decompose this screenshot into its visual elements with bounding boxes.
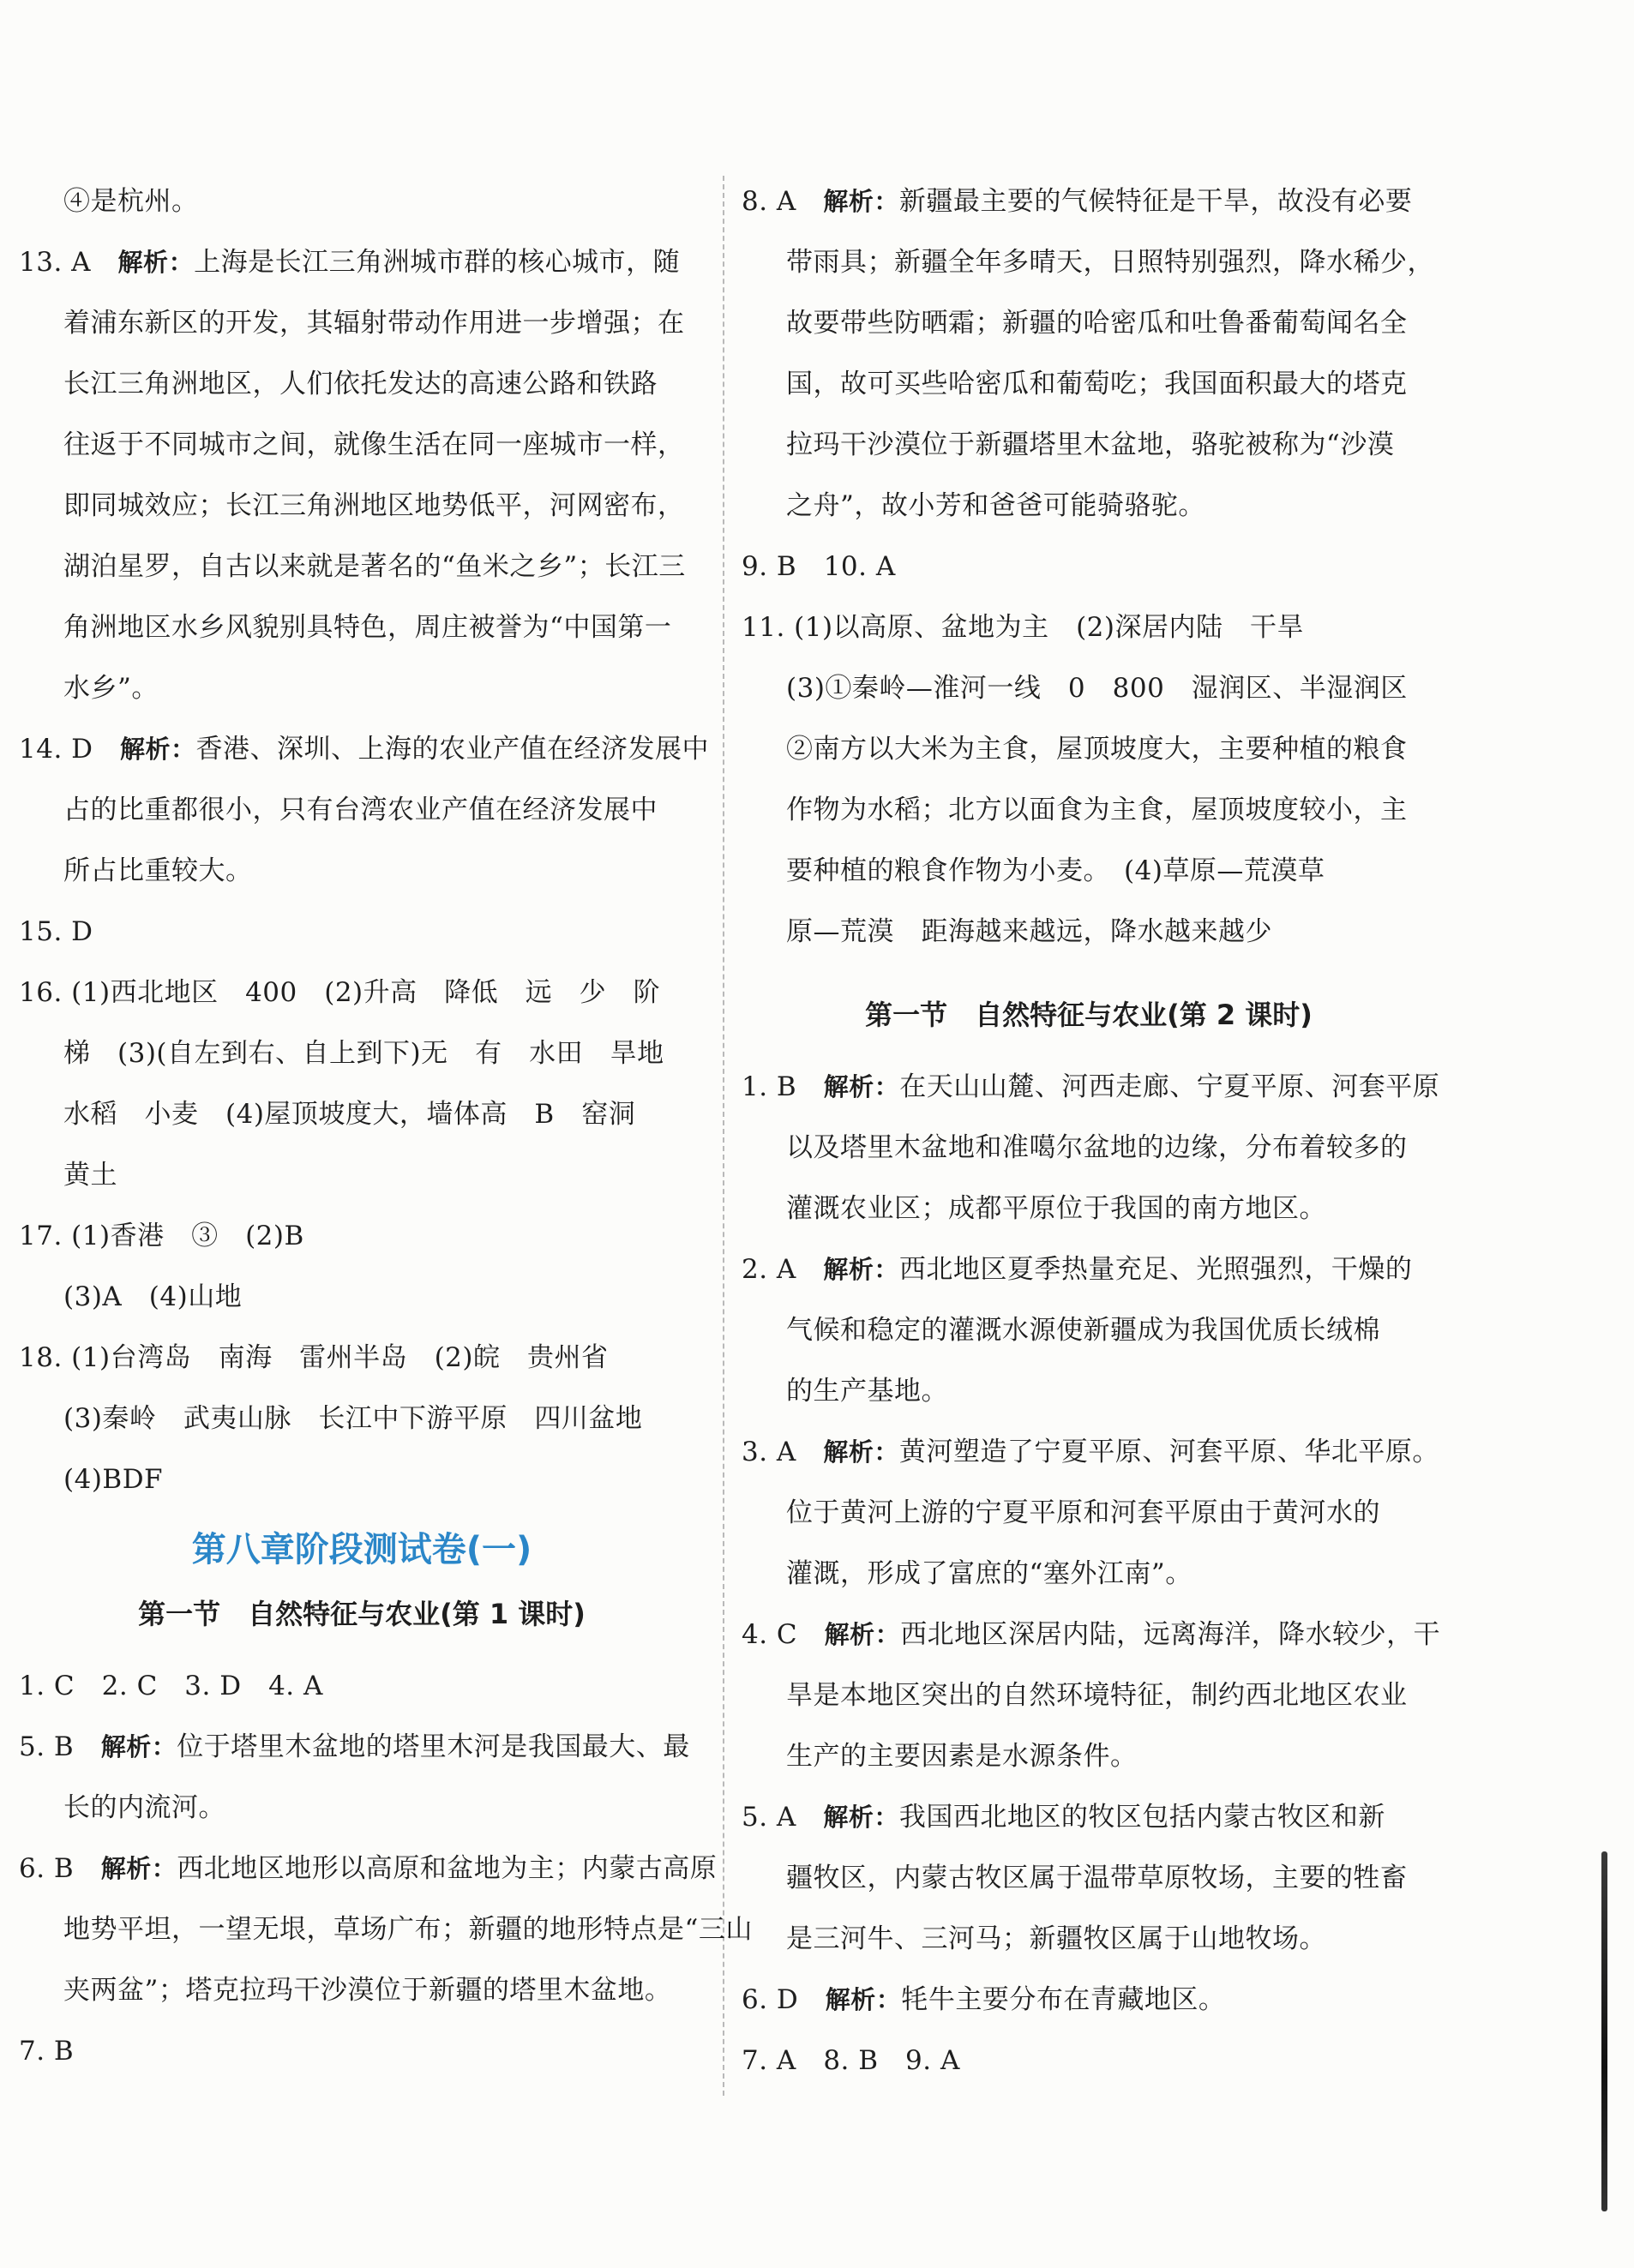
answer-text: 占的比重都很小，只有台湾农业产值在经济发展中: [63, 795, 658, 825]
answer-line: [742, 415, 1436, 476]
analysis-colon: ：: [168, 248, 195, 277]
answer-text: 往返于不同城市之间，就像生活在同一座城市一样，: [63, 429, 685, 460]
answer-text: 气候和稳定的灌溉水源使新疆成为我国优质长绒棉: [786, 1315, 1380, 1346]
analysis-colon: ：: [874, 1620, 901, 1649]
analysis-colon: ：: [874, 1803, 899, 1832]
answer-text: 要种植的粮食作物为小麦。 (4)草原—荒漠草: [786, 855, 1325, 886]
answer-text: 的生产基地。: [786, 1376, 948, 1407]
answer-line: [742, 1300, 1436, 1361]
answer-text: 是三河牛、三河马；新疆牧区属于山地牧场。: [786, 1923, 1326, 1954]
answer-text: (3)A (4)山地: [63, 1281, 243, 1312]
answer-text: 拉玛干沙漠位于新疆塔里木盆地，骆驼被称为“沙漠: [786, 429, 1395, 460]
scan-edge-mark: [1601, 1851, 1607, 2211]
answer-text: 所占比重较大。: [63, 855, 253, 886]
analysis-label: 解析: [824, 1620, 875, 1649]
answer-line: [19, 902, 705, 963]
analysis-label: 解析: [120, 735, 171, 764]
answer-text: 灌溉农业区；成都平原位于我国的南方地区。: [786, 1193, 1326, 1224]
answer-line: [19, 1656, 705, 1717]
answer-line: [19, 963, 705, 1023]
analysis-colon: ：: [875, 1985, 902, 2014]
answer-line: [742, 537, 1436, 597]
answer-line: [19, 780, 705, 841]
answer-text: 以及塔里木盆地和准噶尔盆地的边缘，分布着较多的: [786, 1132, 1408, 1163]
answer-text: 位于黄河上游的宁夏平原和河套平原由于黄河水的: [786, 1497, 1380, 1528]
answer-text: 牦牛主要分布在青藏地区。: [901, 1984, 1226, 2015]
answer-line: [19, 1389, 705, 1449]
answer-text: 在天山山麓、河西走廊、宁夏平原、河套平原: [899, 1071, 1440, 1102]
left-answers-block-2: [19, 1656, 753, 2082]
analysis-colon: ：: [874, 187, 899, 216]
answer-line: [19, 1449, 705, 1510]
answer-line: [19, 1145, 705, 1206]
analysis-colon: ：: [151, 1854, 177, 1883]
answer-text: 生产的主要因素是水源条件。: [786, 1741, 1138, 1772]
answer-text: 香港、深圳、上海的农业产值在经济发展中: [195, 734, 710, 765]
answer-text: 即同城效应；长江三角洲地区地势低平，河网密布，: [63, 490, 685, 521]
answer-text: 黄土: [63, 1160, 117, 1191]
analysis-colon: ：: [171, 735, 196, 764]
answer-text: 11. (1)以高原、盆地为主 (2)深居内陆 干旱: [742, 612, 1304, 643]
answer-text: 长江三角洲地区，人们依托发达的高速公路和铁路: [63, 369, 658, 399]
analysis-label: 解析: [823, 187, 874, 216]
answer-line: [742, 476, 1436, 537]
answer-line: [742, 1057, 1440, 1118]
chapter-heading: 第八章阶段测试卷(一): [191, 1530, 532, 1569]
left-column: [19, 171, 753, 2082]
analysis-label: 解析: [825, 1985, 876, 2014]
answer-text: 新疆最主要的气候特征是干旱，故没有必要: [898, 186, 1413, 217]
answer-number: 14. D: [19, 734, 93, 765]
answer-line: [742, 2031, 1436, 2091]
answer-text: 旱是本地区突出的自然环境特征，制约西北地区农业: [786, 1680, 1408, 1711]
answer-line: [19, 171, 705, 232]
answer-text: 故要带些防晒霜；新疆的哈密瓜和吐鲁番葡萄闻名全: [786, 308, 1408, 339]
answer-text: 水乡”。: [63, 673, 159, 704]
analysis-label: 解析: [823, 1072, 874, 1101]
answer-line: [742, 597, 1436, 658]
analysis-label: 解析: [823, 1437, 874, 1467]
answer-text: 西北地区深居内陆，远离海洋，降水较少，干: [900, 1619, 1441, 1650]
answer-line: [19, 1267, 705, 1328]
answer-text: 西北地区夏季热量充足、光照强烈，干燥的: [898, 1254, 1413, 1285]
answer-line: [19, 476, 705, 537]
answer-line: [742, 1179, 1436, 1239]
answer-line: [742, 780, 1436, 841]
answer-line: [742, 1239, 1436, 1300]
answer-text: 位于塔里木盆地的塔里木河是我国最大、最: [177, 1731, 690, 1762]
answer-text: 9. B 10. A: [742, 551, 896, 582]
answer-line: [742, 1909, 1436, 1970]
right-answers-block-2: [742, 1057, 1441, 2091]
answer-line: [742, 1544, 1436, 1605]
answer-text: 16. (1)西北地区 400 (2)升高 降低 远 少 阶: [19, 977, 661, 1008]
answer-line: [19, 354, 705, 415]
answer-text: 1. C 2. C 3. D 4. A: [19, 1671, 323, 1701]
answer-text: 我国西北地区的牧区包括内蒙古牧区和新: [898, 1802, 1385, 1833]
answer-line: [19, 1328, 705, 1389]
answer-line: [19, 1023, 705, 1084]
answer-text: 国，故可买些哈密瓜和葡萄吃；我国面积最大的塔克: [786, 369, 1408, 399]
answer-number: 6. D: [742, 1984, 799, 2015]
answer-line: [19, 293, 705, 354]
answer-number: 1. B: [742, 1071, 797, 1102]
answer-text: 黄河塑造了宁夏平原、河套平原、华北平原。: [898, 1437, 1439, 1467]
answer-line: [19, 415, 705, 476]
answer-text: 18. (1)台湾岛 南海 雷州半岛 (2)皖 贵州省: [19, 1342, 609, 1373]
answer-text: 上海是长江三角洲城市群的核心城市，随: [194, 247, 681, 278]
right-column: [742, 171, 1441, 2091]
answer-line: [19, 1717, 705, 1778]
answer-text: ④是杭州。: [63, 186, 199, 217]
answer-text: 西北地区地形以高原和盆地为主；内蒙古高原: [177, 1853, 718, 1884]
answer-line: [19, 232, 705, 293]
answer-text: 角洲地区水乡风貌别具特色，周庄被誉为“中国第一: [63, 612, 672, 643]
answer-line: [742, 719, 1436, 780]
answer-line: [742, 1422, 1439, 1483]
answer-text: 7. B: [19, 2036, 75, 2067]
answer-line: [742, 1726, 1436, 1787]
answer-line: [19, 1084, 705, 1145]
answer-line: [742, 1118, 1436, 1179]
answer-text: 7. A 8. B 9. A: [742, 2045, 960, 2076]
answer-line: [19, 2021, 705, 2082]
answer-text: 地势平坦，一望无垠，草场广布；新疆的地形特点是“三山: [63, 1914, 753, 1945]
answer-text: 着浦东新区的开发，其辐射带动作用进一步增强；在: [63, 308, 685, 339]
answer-text: (3)秦岭 武夷山脉 长江中下游平原 四川盆地: [63, 1403, 643, 1434]
answer-text: 17. (1)香港 ③ (2)B: [19, 1221, 304, 1251]
analysis-colon: ：: [874, 1437, 899, 1467]
answer-line: [742, 293, 1436, 354]
answer-text: 长的内流河。: [63, 1792, 225, 1823]
analysis-label: 解析: [100, 1732, 152, 1761]
analysis-label: 解析: [100, 1854, 152, 1883]
answer-text: 15. D: [19, 916, 93, 947]
answer-line: [742, 841, 1436, 902]
answer-number: 4. C: [742, 1619, 798, 1650]
answer-line: [742, 1848, 1436, 1909]
answer-number: 5. A: [742, 1802, 796, 1833]
answer-text: 疆牧区，内蒙古牧区属于温带草原牧场，主要的牲畜: [786, 1863, 1408, 1893]
answer-line: [19, 841, 705, 902]
answer-text: 带雨具；新疆全年多晴天，日照特别强烈，降水稀少，: [786, 247, 1434, 278]
answer-line: [19, 658, 705, 719]
answer-line: [742, 658, 1436, 719]
column-divider: [723, 176, 724, 2096]
answer-number: 8. A: [742, 186, 796, 217]
answer-text: 湖泊星罗，自古以来就是著名的“鱼米之乡”；长江三: [63, 551, 686, 582]
answer-line: [742, 171, 1436, 232]
analysis-colon: ：: [874, 1072, 900, 1101]
answer-line: [742, 1970, 1436, 2031]
answer-number: 3. A: [742, 1437, 796, 1467]
analysis-label: 解析: [823, 1255, 874, 1284]
answer-line: [19, 1206, 705, 1267]
answer-number: 13. A: [19, 247, 92, 278]
answer-text: 之舟”，故小芳和爸爸可能骑骆驼。: [786, 490, 1205, 521]
analysis-colon: ：: [151, 1732, 177, 1761]
left-answers-block-1: [19, 171, 710, 1510]
answer-line: [19, 719, 710, 780]
answer-line: [19, 1960, 705, 2021]
answer-line: [742, 1483, 1436, 1544]
answer-line: [19, 597, 705, 658]
answer-text: (3)①秦岭—淮河一线 0 800 湿润区、半湿润区: [786, 673, 1408, 704]
answer-line: [742, 902, 1436, 963]
answer-text: 灌溉，形成了富庶的“塞外江南”。: [786, 1558, 1192, 1589]
answer-text: 作物为水稻；北方以面食为主食，屋顶坡度较小，主: [786, 795, 1408, 825]
answer-line: [19, 1839, 718, 1899]
answer-text: 梯 (3)(自左到右、自上到下)无 有 水田 旱地: [63, 1038, 664, 1069]
answer-number: 2. A: [742, 1254, 796, 1285]
answer-line: [19, 1778, 705, 1839]
section-heading-lesson-1: 第一节 自然特征与农业(第 1 课时): [138, 1598, 586, 1630]
answer-line: [742, 354, 1436, 415]
answer-text: 原—荒漠 距海越来越远，降水越来越少: [786, 916, 1272, 947]
answer-number: 5. B: [19, 1731, 75, 1762]
answer-text: ②南方以大米为主食，屋顶坡度大，主要种植的粮食: [786, 734, 1408, 765]
answer-line: [19, 537, 705, 597]
answer-line: [742, 1787, 1436, 1848]
answer-line: [742, 1665, 1436, 1726]
analysis-label: 解析: [823, 1803, 874, 1832]
answer-line: [742, 1605, 1441, 1665]
answer-text: (4)BDF: [63, 1464, 164, 1495]
right-answers-block-1: [742, 171, 1436, 963]
section-heading-lesson-2: 第一节 自然特征与农业(第 2 课时): [865, 999, 1313, 1031]
answer-text: 夹两盆”；塔克拉玛干沙漠位于新疆的塔里木盆地。: [63, 1975, 672, 2006]
answer-line: [19, 1899, 753, 1960]
answer-number: 6. B: [19, 1853, 75, 1884]
answer-line: [742, 232, 1436, 293]
answer-line: [742, 1361, 1436, 1422]
analysis-colon: ：: [874, 1255, 899, 1284]
analysis-label: 解析: [117, 248, 169, 277]
answer-text: 水稻 小麦 (4)屋顶坡度大，墙体高 B 窑洞: [63, 1099, 636, 1130]
